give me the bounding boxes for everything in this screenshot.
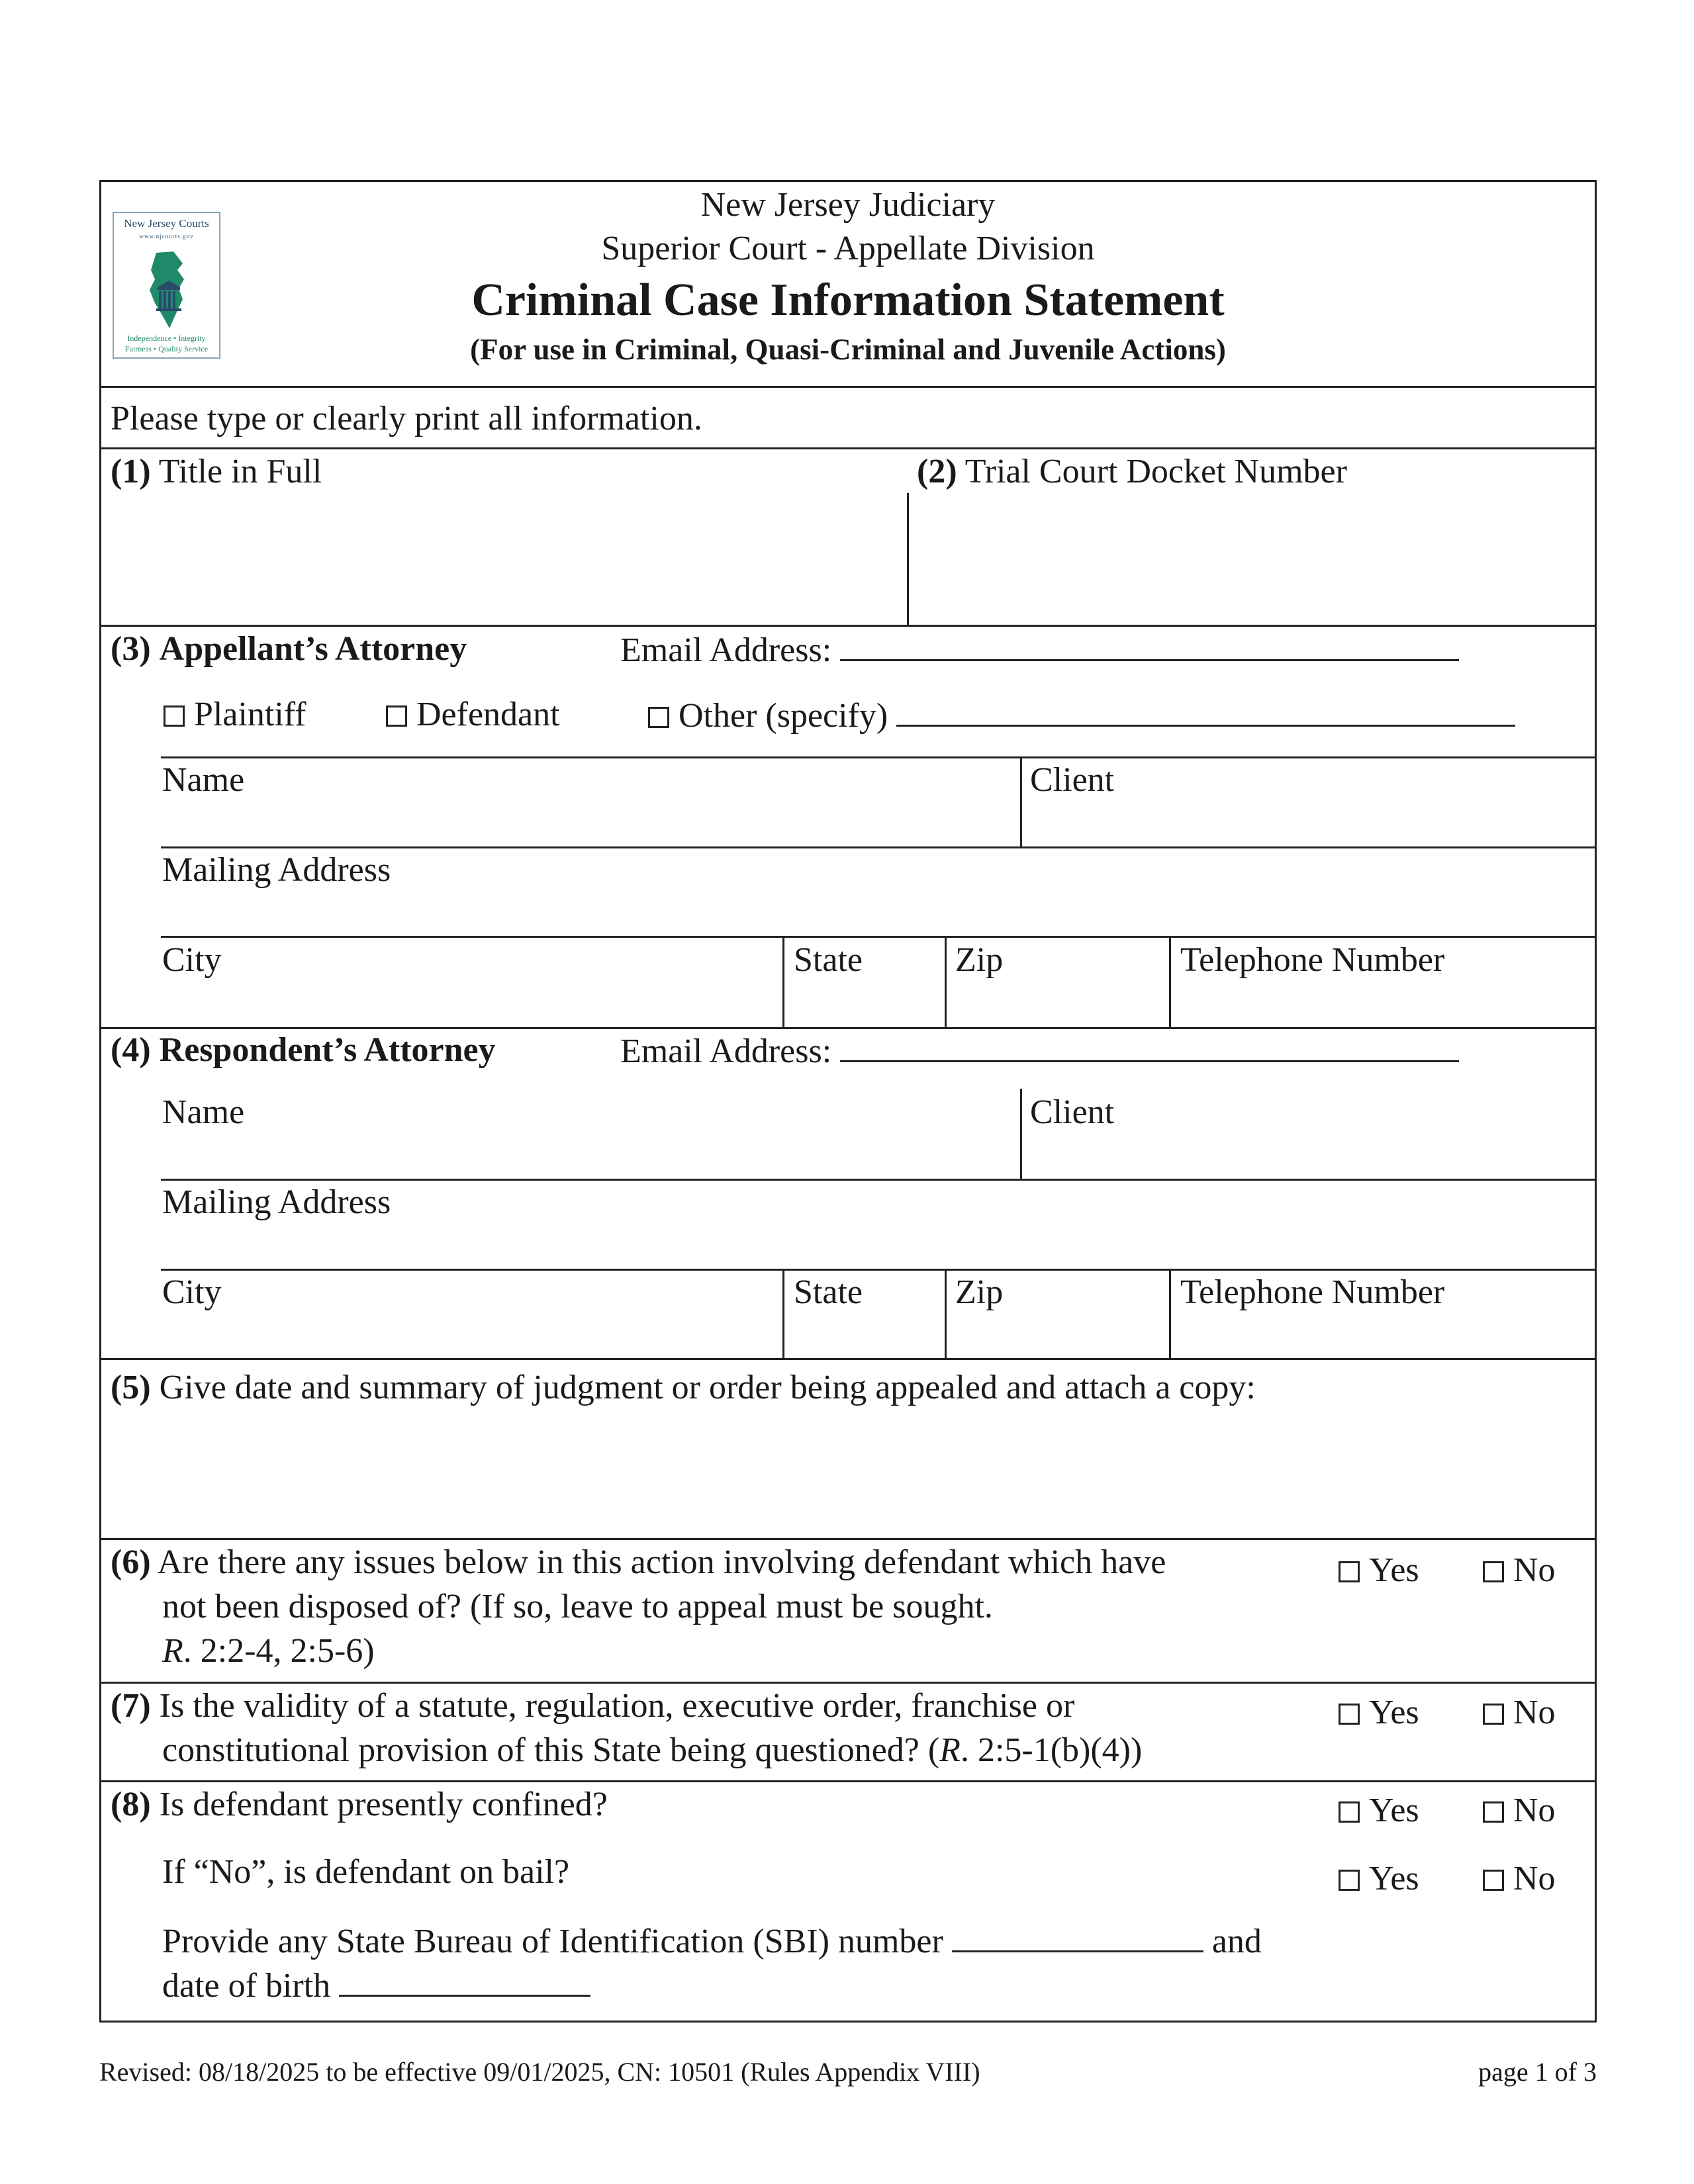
logo-title: New Jersey Courts [124,217,209,230]
appellant-attorney-heading: (3) Appellant’s Attorney [111,630,467,668]
defendant-checkbox[interactable]: Defendant [386,693,560,736]
page-title: Criminal Case Information Statement [471,275,1225,326]
divider [99,1682,1597,1684]
respondent-mailing-label: Mailing Address [162,1183,391,1221]
appellant-mailing-label: Mailing Address [162,851,391,889]
appellant-city-label: City [162,941,222,979]
divider [99,1358,1597,1360]
q7-line2: constitutional provision of this State being questioned? (R. 2:5-1(b)(4)) [162,1731,1143,1769]
divider [99,386,1597,388]
q8-confined-no-checkbox[interactable]: No [1483,1789,1556,1832]
q8-bail-yes-checkbox[interactable]: Yes [1339,1857,1419,1900]
appellant-client-label: Client [1030,761,1115,799]
q6-line1: (6) Are there any issues below in this action involving defendant which have [111,1543,1166,1581]
respondent-state-label: State [794,1273,863,1311]
respondent-city-label: City [162,1273,222,1311]
checkbox-icon[interactable] [164,705,185,727]
appellant-email-field[interactable]: Email Address: [620,627,1459,672]
respondent-name-label: Name [162,1093,245,1131]
court-division: Superior Court - Appellate Division [601,230,1095,267]
sbi-number-field[interactable]: Provide any State Bureau of Identification (SBI) number and [162,1919,1262,1963]
appellant-phone-label: Telephone Number [1180,941,1445,979]
other-specify-field[interactable]: Other (specify) [648,693,1515,737]
checkbox-icon[interactable] [1483,1801,1504,1823]
q8-confined-yes-checkbox[interactable]: Yes [1339,1789,1419,1832]
appellant-name-label: Name [162,761,245,799]
checkbox-icon[interactable] [1339,1870,1360,1891]
q7-yes-checkbox[interactable]: Yes [1339,1691,1419,1734]
checkbox-icon[interactable] [1483,1870,1504,1891]
q7-no-checkbox[interactable]: No [1483,1691,1556,1734]
divider [1020,1089,1022,1179]
respondent-email-field[interactable]: Email Address: [620,1028,1459,1073]
q8-bail-no-checkbox[interactable]: No [1483,1857,1556,1900]
judgment-summary-label: (5) Give date and summary of judgment or order being appealed and attach a copy: [111,1369,1256,1406]
divider [99,625,1597,627]
checkbox-icon[interactable] [386,705,407,727]
divider [782,936,784,1027]
checkbox-icon[interactable] [1483,1704,1504,1725]
divider [945,1269,947,1359]
divider [99,447,1597,449]
date-of-birth-field[interactable]: date of birth [162,1963,590,2007]
judiciary-name: New Jersey Judiciary [700,186,996,224]
divider [161,936,1597,938]
q6-line2: not been disposed of? (If so, leave to appeal must be sought. [162,1588,993,1625]
q6-yes-checkbox[interactable]: Yes [1339,1549,1419,1592]
logo-url: www.njcourts.gov [139,233,194,240]
logo-motto-1: Independence • Integrity [127,334,206,343]
checkbox-icon[interactable] [1483,1561,1504,1582]
checkbox-icon[interactable] [1339,1561,1360,1582]
checkbox-icon[interactable] [1339,1801,1360,1823]
respondent-zip-label: Zip [955,1273,1004,1311]
title-in-full-label: (1) Title in Full [111,453,322,490]
divider [99,1780,1597,1782]
q6-no-checkbox[interactable]: No [1483,1549,1556,1592]
divider [1020,756,1022,847]
respondent-attorney-heading: (4) Respondent’s Attorney [111,1031,496,1069]
q8-confined: (8) Is defendant presently confined? [111,1786,608,1823]
divider [1169,936,1171,1027]
appellant-zip-label: Zip [955,941,1004,979]
q8-bail: If “No”, is defendant on bail? [162,1853,570,1891]
divider [1169,1269,1171,1359]
page-number: page 1 of 3 [1478,2057,1597,2087]
divider [907,493,909,625]
logo-motto-2: Fairness • Quality Service [124,344,209,353]
q6-rule: R. 2:2-4, 2:5-6) [162,1632,375,1670]
checkbox-icon[interactable] [648,707,669,728]
appellant-state-label: State [794,941,863,979]
docket-number-label: (2) Trial Court Docket Number [917,453,1347,490]
respondent-phone-label: Telephone Number [1180,1273,1445,1311]
plaintiff-checkbox[interactable]: Plaintiff [164,693,306,736]
checkbox-icon[interactable] [1339,1704,1360,1725]
divider [782,1269,784,1359]
divider [161,756,1597,758]
respondent-client-label: Client [1030,1093,1115,1131]
instructions: Please type or clearly print all information. [111,400,702,437]
q7-line1: (7) Is the validity of a statute, regulation, executive order, franchise or [111,1687,1075,1725]
divider [945,936,947,1027]
revision-footer: Revised: 08/18/2025 to be effective 09/01/2025, CN: 10501 (Rules Appendix VIII) [99,2057,980,2087]
divider [99,1538,1597,1540]
page-subtitle: (For use in Criminal, Quasi-Criminal and Juvenile Actions) [470,333,1226,366]
